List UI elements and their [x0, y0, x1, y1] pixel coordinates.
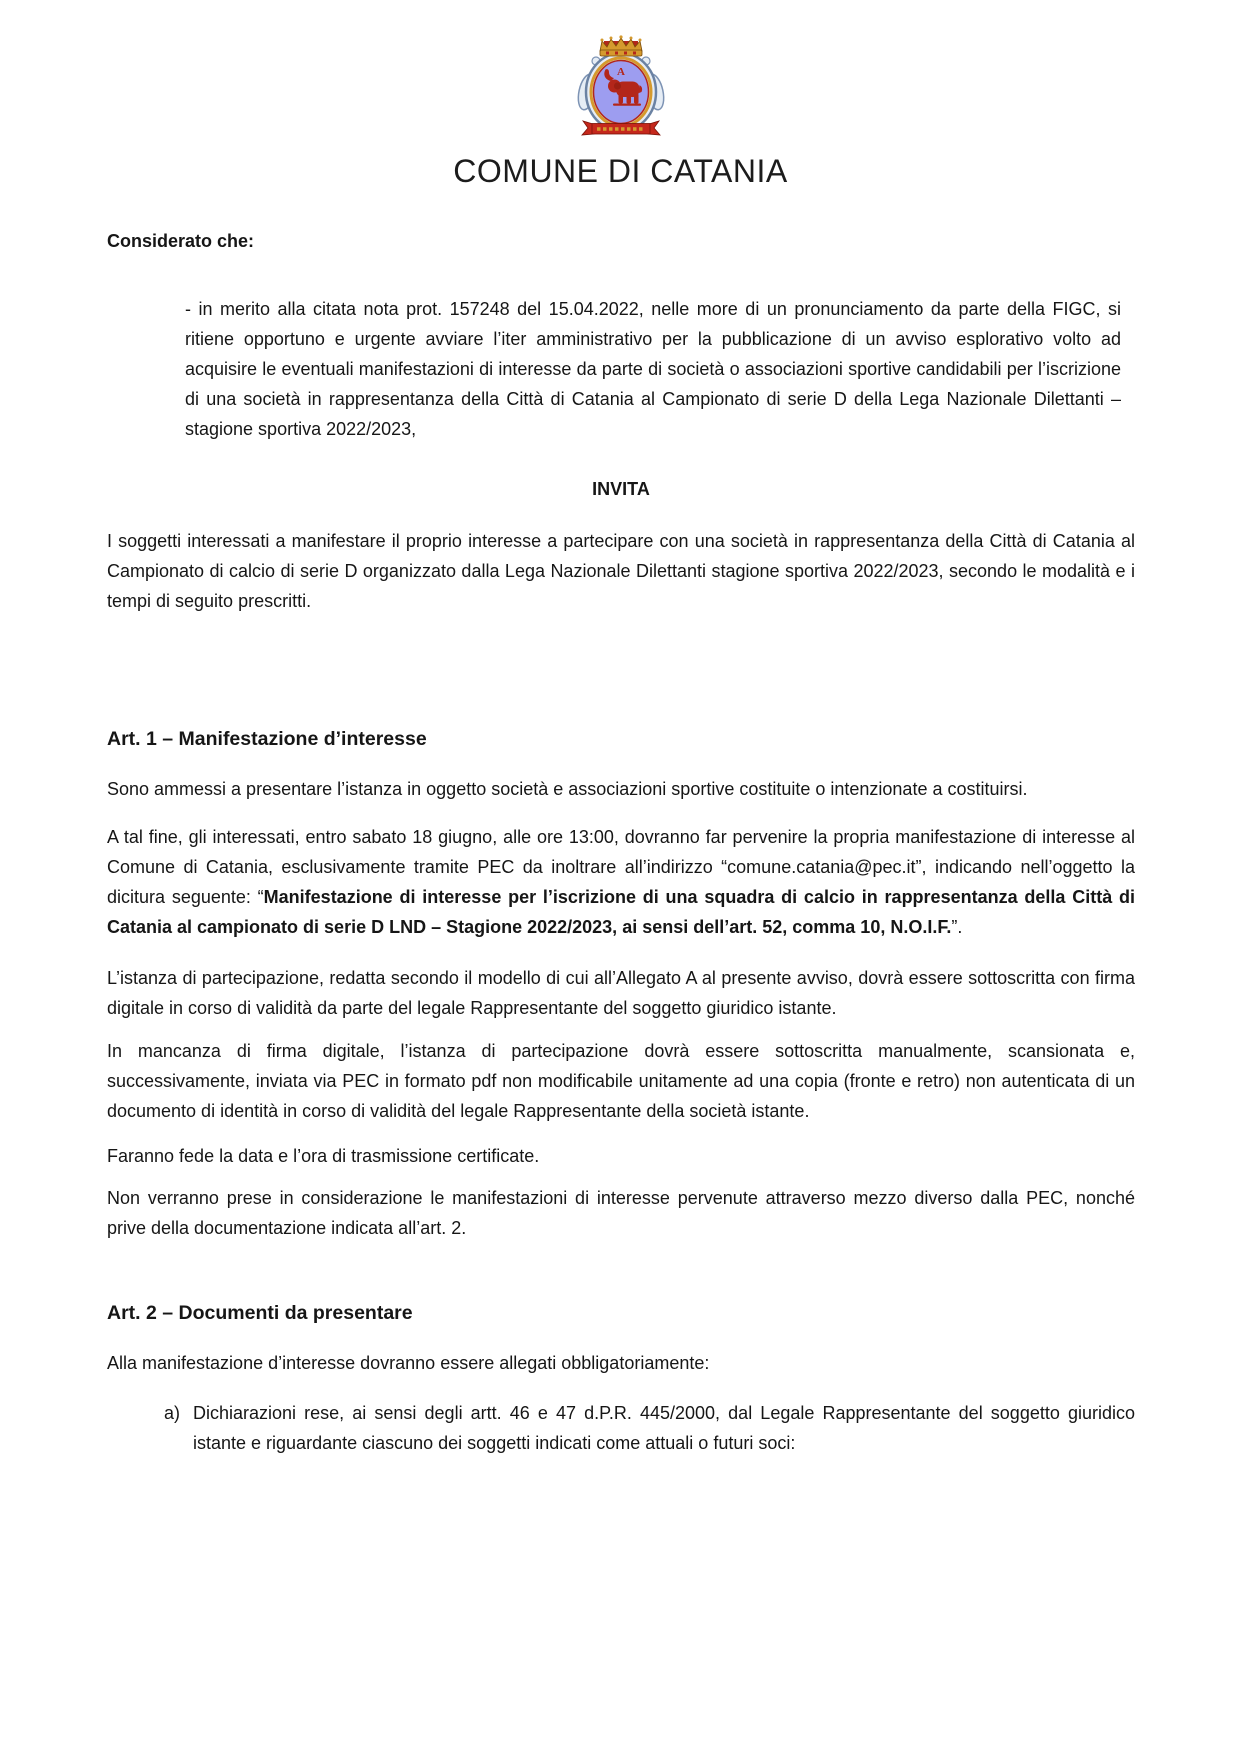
art2-heading: Art. 2 – Documenti da presentare: [107, 1302, 413, 1324]
list-item-a-marker: a): [164, 1403, 181, 1423]
art1-paragraph-5: Faranno fede la data e l’ora di trasmissione certificate.: [107, 1146, 540, 1166]
invita-heading: INVITA: [592, 479, 650, 499]
art1-paragraph-1: Sono ammessi a presentare l’istanza in oggetto società e associazioni sportive costituite o intenzionate a costituirsi.: [107, 779, 1028, 799]
list-item-a: [164, 1398, 1135, 1458]
document-title: COMUNE DI CATANIA: [453, 153, 788, 189]
art1-p2-bold-subject: Manifestazione di interesse per l’iscrizione di una squadra di calcio in rappresentanza della Città di Catania al campionato di serie D LND – Stagione 2022/2023, ai sensi dell’art. 52, comma 10, N.O.I.F.: [107, 887, 1135, 937]
art1-paragraph-6: Non verranno prese in considerazione le manifestazioni di interesse pervenute attraverso mezzo diverso dalla PEC, nonché prive della documentazione indicata all’art. 2.: [107, 1188, 1135, 1238]
document-body: [0, 226, 1241, 1458]
crown-icon: [600, 35, 642, 56]
premise-paragraph: - in merito alla citata nota prot. 157248 del 15.04.2022, nelle more di un pronunciamento da parte della FIGC, si ritiene opportuno e urgente avviare l’iter amministrativo per la pubblicazione di un avviso esplorativo volto ad acquisire le eventuali manifestazioni di interesse da parte di società o associazioni sportive candidabili per l’iscrizione di una società in rappresentanza della Città di Catania al Campionato di serie D della Lega Nazionale Dilettanti – stagione sportiva 2022/2023,: [185, 299, 1121, 439]
intro-paragraph: I soggetti interessati a manifestare il proprio interesse a partecipare con una società in rappresentanza della Città di Catania al Campionato di calcio di serie D organizzato dalla Lega Nazionale Dilettanti stagione sportiva 2022/2023, secondo le modalità e i tempi di seguito prescritti.: [107, 531, 1135, 611]
art1-heading: Art. 1 – Manifestazione d’interesse: [107, 728, 427, 750]
comune-catania-coat-of-arms: [0, 0, 1241, 145]
logo-letter: A: [616, 66, 625, 78]
art1-p2-regular-end: ”.: [951, 917, 963, 937]
coat-of-arms-icon: [556, 34, 686, 140]
art1-p2-regular-start: A tal fine, gli interessati, entro sabato 18 giugno, alle ore 13:00, dovranno far pervenire la propria manifestazione di interesse al Comune di Catania, esclusivamente tramite PEC da inoltrare all’indirizzo “comune.catania@pec.it”, indicando nell’oggetto la dicitura seguente: “: [107, 827, 1135, 907]
list-item-a-text: Dichiarazioni rese, ai sensi degli artt. 46 e 47 d.P.R. 445/2000, dal Legale Rappresentante del soggetto giuridico istante e riguardante ciascuno dei soggetti indicati come attuali o futuri soci:: [193, 1403, 1135, 1453]
art1-paragraph-4: In mancanza di firma digitale, l’istanza di partecipazione dovrà essere sottoscritta manualmente, scansionata e, successivamente, inviata via PEC in formato pdf non modificabile unitamente ad una copia (fronte e retro) non autenticata di un documento di identità in corso di validità del legale Rappresentante della società istante.: [107, 1041, 1135, 1121]
art1-paragraph-3: L’istanza di partecipazione, redatta secondo il modello di cui all’Allegato A al presente avviso, dovrà essere sottoscritta con firma digitale in corso di validità da parte del legale Rappresentante del soggetto giuridico istante.: [107, 968, 1135, 1018]
document-header: [0, 0, 1241, 190]
art2-intro-paragraph: Alla manifestazione d’interesse dovranno essere allegati obbligatoriamente:: [107, 1353, 710, 1373]
considerato-label: Considerato che:: [107, 231, 255, 251]
art1-paragraph-2: [107, 822, 1135, 942]
